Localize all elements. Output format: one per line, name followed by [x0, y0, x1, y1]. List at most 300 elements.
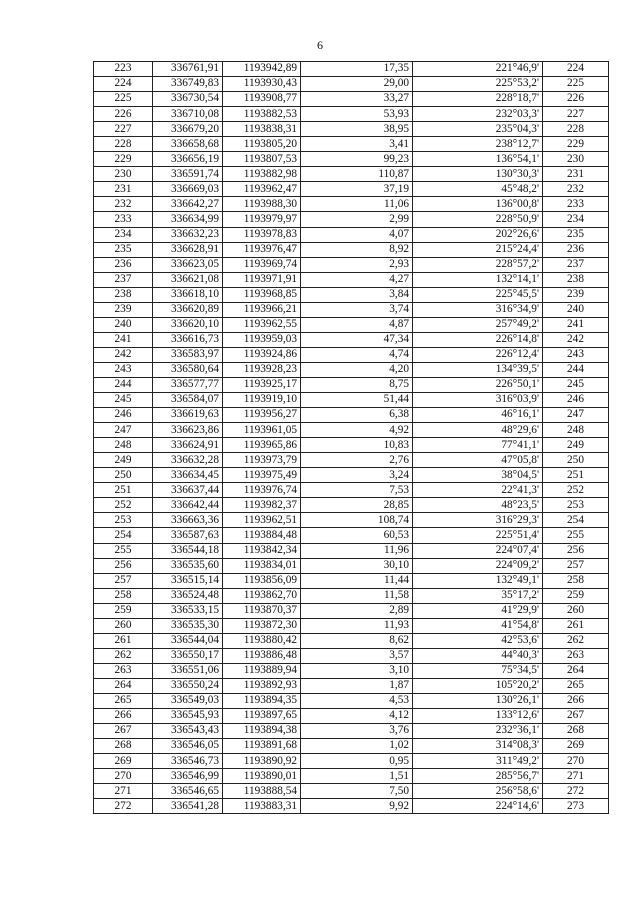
next-point-number-cell: 238 [543, 272, 609, 287]
next-point-number-cell: 242 [543, 332, 609, 347]
x-coordinate-cell: 336619,63 [153, 408, 223, 423]
bearing-cell: 226°12,4' [413, 347, 543, 362]
table-row [94, 543, 609, 558]
y-coordinate-cell: 1193870,37 [223, 603, 301, 618]
y-coordinate-cell: 1193968,85 [223, 287, 301, 302]
distance-cell: 11,93 [301, 618, 413, 633]
table-row [94, 693, 609, 708]
y-coordinate-cell: 1193897,65 [223, 709, 301, 724]
y-coordinate-cell: 1193888,54 [223, 784, 301, 799]
y-coordinate-cell: 1193886,48 [223, 648, 301, 663]
distance-cell: 37,19 [301, 182, 413, 197]
next-point-number-cell: 249 [543, 438, 609, 453]
x-coordinate-cell: 336624,91 [153, 438, 223, 453]
bearing-cell: 225°45,5' [413, 287, 543, 302]
y-coordinate-cell: 1193842,34 [223, 543, 301, 558]
point-number-cell: 223 [94, 62, 153, 77]
next-point-number-cell: 239 [543, 287, 609, 302]
table-row [94, 62, 609, 77]
distance-cell: 2,76 [301, 453, 413, 468]
x-coordinate-cell: 336642,44 [153, 498, 223, 513]
next-point-number-cell: 254 [543, 513, 609, 528]
table-row [94, 167, 609, 182]
x-coordinate-cell: 336546,05 [153, 739, 223, 754]
next-point-number-cell: 266 [543, 693, 609, 708]
distance-cell: 1,02 [301, 739, 413, 754]
y-coordinate-cell: 1193889,94 [223, 663, 301, 678]
y-coordinate-cell: 1193965,86 [223, 438, 301, 453]
distance-cell: 7,50 [301, 784, 413, 799]
bearing-cell: 228°57,2' [413, 257, 543, 272]
y-coordinate-cell: 1193872,30 [223, 618, 301, 633]
table-row [94, 227, 609, 242]
y-coordinate-cell: 1193890,01 [223, 769, 301, 784]
point-number-cell: 230 [94, 167, 153, 182]
next-point-number-cell: 231 [543, 167, 609, 182]
table-row [94, 377, 609, 392]
x-coordinate-cell: 336656,19 [153, 152, 223, 167]
next-point-number-cell: 235 [543, 227, 609, 242]
distance-cell: 11,58 [301, 588, 413, 603]
bearing-cell: 77°41,1' [413, 438, 543, 453]
point-number-cell: 252 [94, 498, 153, 513]
table-row [94, 588, 609, 603]
bearing-cell: 130°26,1' [413, 693, 543, 708]
distance-cell: 4,27 [301, 272, 413, 287]
x-coordinate-cell: 336545,93 [153, 709, 223, 724]
point-number-cell: 264 [94, 678, 153, 693]
bearing-cell: 75°34,5' [413, 663, 543, 678]
next-point-number-cell: 251 [543, 468, 609, 483]
point-number-cell: 261 [94, 633, 153, 648]
distance-cell: 9,92 [301, 799, 413, 814]
distance-cell: 10,83 [301, 438, 413, 453]
table-row [94, 408, 609, 423]
bearing-cell: 202°26,6' [413, 227, 543, 242]
x-coordinate-cell: 336634,99 [153, 212, 223, 227]
bearing-cell: 45°48,2' [413, 182, 543, 197]
next-point-number-cell: 228 [543, 122, 609, 137]
bearing-cell: 225°51,4' [413, 528, 543, 543]
next-point-number-cell: 264 [543, 663, 609, 678]
point-number-cell: 265 [94, 693, 153, 708]
table-row [94, 302, 609, 317]
y-coordinate-cell: 1193807,53 [223, 152, 301, 167]
point-number-cell: 228 [94, 137, 153, 152]
y-coordinate-cell: 1193961,05 [223, 423, 301, 438]
distance-cell: 11,44 [301, 573, 413, 588]
y-coordinate-cell: 1193883,31 [223, 799, 301, 814]
next-point-number-cell: 257 [543, 558, 609, 573]
distance-cell: 110,87 [301, 167, 413, 182]
point-number-cell: 240 [94, 317, 153, 332]
x-coordinate-cell: 336623,05 [153, 257, 223, 272]
y-coordinate-cell: 1193956,27 [223, 408, 301, 423]
point-number-cell: 232 [94, 197, 153, 212]
bearing-cell: 316°03,9' [413, 393, 543, 408]
point-number-cell: 234 [94, 227, 153, 242]
table-row [94, 528, 609, 543]
point-number-cell: 254 [94, 528, 153, 543]
x-coordinate-cell: 336620,89 [153, 302, 223, 317]
x-coordinate-cell: 336616,73 [153, 332, 223, 347]
table-row [94, 152, 609, 167]
bearing-cell: 256°58,6' [413, 784, 543, 799]
point-number-cell: 229 [94, 152, 153, 167]
point-number-cell: 256 [94, 558, 153, 573]
y-coordinate-cell: 1193890,92 [223, 754, 301, 769]
distance-cell: 2,93 [301, 257, 413, 272]
next-point-number-cell: 268 [543, 724, 609, 739]
y-coordinate-cell: 1193930,43 [223, 77, 301, 92]
next-point-number-cell: 225 [543, 77, 609, 92]
next-point-number-cell: 233 [543, 197, 609, 212]
y-coordinate-cell: 1193856,09 [223, 573, 301, 588]
next-point-number-cell: 250 [543, 453, 609, 468]
distance-cell: 4,12 [301, 709, 413, 724]
table-row [94, 107, 609, 122]
page-number: 6 [317, 38, 323, 52]
y-coordinate-cell: 1193975,49 [223, 468, 301, 483]
table-row [94, 347, 609, 362]
x-coordinate-cell: 336632,23 [153, 227, 223, 242]
distance-cell: 3,84 [301, 287, 413, 302]
x-coordinate-cell: 336620,10 [153, 317, 223, 332]
distance-cell: 99,23 [301, 152, 413, 167]
distance-cell: 4,92 [301, 423, 413, 438]
y-coordinate-cell: 1193894,35 [223, 693, 301, 708]
bearing-cell: 226°50,1' [413, 377, 543, 392]
x-coordinate-cell: 336550,24 [153, 678, 223, 693]
y-coordinate-cell: 1193962,47 [223, 182, 301, 197]
next-point-number-cell: 271 [543, 769, 609, 784]
next-point-number-cell: 265 [543, 678, 609, 693]
x-coordinate-cell: 336541,28 [153, 799, 223, 814]
x-coordinate-cell: 336546,99 [153, 769, 223, 784]
x-coordinate-cell: 336546,73 [153, 754, 223, 769]
next-point-number-cell: 234 [543, 212, 609, 227]
point-number-cell: 245 [94, 393, 153, 408]
bearing-cell: 46°16,1' [413, 408, 543, 423]
point-number-cell: 244 [94, 377, 153, 392]
next-point-number-cell: 232 [543, 182, 609, 197]
point-number-cell: 243 [94, 362, 153, 377]
x-coordinate-cell: 336663,36 [153, 513, 223, 528]
distance-cell: 0,95 [301, 754, 413, 769]
point-number-cell: 227 [94, 122, 153, 137]
point-number-cell: 237 [94, 272, 153, 287]
next-point-number-cell: 245 [543, 377, 609, 392]
distance-cell: 8,62 [301, 633, 413, 648]
point-number-cell: 224 [94, 77, 153, 92]
point-number-cell: 257 [94, 573, 153, 588]
x-coordinate-cell: 336634,45 [153, 468, 223, 483]
table-row [94, 287, 609, 302]
y-coordinate-cell: 1193880,42 [223, 633, 301, 648]
bearing-cell: 48°29,6' [413, 423, 543, 438]
table-row [94, 633, 609, 648]
distance-cell: 60,53 [301, 528, 413, 543]
table-row [94, 332, 609, 347]
bearing-cell: 35°17,2' [413, 588, 543, 603]
table-row [94, 182, 609, 197]
distance-cell: 30,10 [301, 558, 413, 573]
next-point-number-cell: 267 [543, 709, 609, 724]
distance-cell: 38,95 [301, 122, 413, 137]
y-coordinate-cell: 1193962,55 [223, 317, 301, 332]
y-coordinate-cell: 1193971,91 [223, 272, 301, 287]
x-coordinate-cell: 336591,74 [153, 167, 223, 182]
table-row [94, 618, 609, 633]
x-coordinate-cell: 336535,60 [153, 558, 223, 573]
next-point-number-cell: 260 [543, 603, 609, 618]
y-coordinate-cell: 1193962,51 [223, 513, 301, 528]
next-point-number-cell: 258 [543, 573, 609, 588]
table-row [94, 362, 609, 377]
next-point-number-cell: 262 [543, 633, 609, 648]
bearing-cell: 232°36,1' [413, 724, 543, 739]
x-coordinate-cell: 336546,65 [153, 784, 223, 799]
x-coordinate-cell: 336730,54 [153, 92, 223, 107]
point-number-cell: 246 [94, 408, 153, 423]
distance-cell: 3,74 [301, 302, 413, 317]
y-coordinate-cell: 1193892,93 [223, 678, 301, 693]
table-row [94, 453, 609, 468]
table-row [94, 709, 609, 724]
next-point-number-cell: 247 [543, 408, 609, 423]
next-point-number-cell: 237 [543, 257, 609, 272]
table-row [94, 663, 609, 678]
bearing-cell: 41°29,9' [413, 603, 543, 618]
next-point-number-cell: 224 [543, 62, 609, 77]
bearing-cell: 257°49,2' [413, 317, 543, 332]
next-point-number-cell: 236 [543, 242, 609, 257]
y-coordinate-cell: 1193805,20 [223, 137, 301, 152]
distance-cell: 3,41 [301, 137, 413, 152]
table-row [94, 513, 609, 528]
bearing-cell: 47°05,8' [413, 453, 543, 468]
bearing-cell: 22°41,3' [413, 483, 543, 498]
x-coordinate-cell: 336749,83 [153, 77, 223, 92]
next-point-number-cell: 244 [543, 362, 609, 377]
distance-cell: 4,07 [301, 227, 413, 242]
next-point-number-cell: 255 [543, 528, 609, 543]
point-number-cell: 239 [94, 302, 153, 317]
bearing-cell: 228°50,9' [413, 212, 543, 227]
table-row [94, 257, 609, 272]
table-row [94, 77, 609, 92]
y-coordinate-cell: 1193882,53 [223, 107, 301, 122]
y-coordinate-cell: 1193882,98 [223, 167, 301, 182]
distance-cell: 6,38 [301, 408, 413, 423]
point-number-cell: 249 [94, 453, 153, 468]
next-point-number-cell: 248 [543, 423, 609, 438]
point-number-cell: 247 [94, 423, 153, 438]
y-coordinate-cell: 1193919,10 [223, 393, 301, 408]
next-point-number-cell: 227 [543, 107, 609, 122]
next-point-number-cell: 259 [543, 588, 609, 603]
x-coordinate-cell: 336515,14 [153, 573, 223, 588]
table-row [94, 468, 609, 483]
bearing-cell: 132°14,1' [413, 272, 543, 287]
distance-cell: 33,27 [301, 92, 413, 107]
bearing-cell: 41°54,8' [413, 618, 543, 633]
x-coordinate-cell: 336550,17 [153, 648, 223, 663]
x-coordinate-cell: 336544,18 [153, 543, 223, 558]
bearing-cell: 48°23,5' [413, 498, 543, 513]
y-coordinate-cell: 1193928,23 [223, 362, 301, 377]
point-number-cell: 248 [94, 438, 153, 453]
bearing-cell: 133°12,6' [413, 709, 543, 724]
table-row [94, 603, 609, 618]
table-row [94, 558, 609, 573]
next-point-number-cell: 230 [543, 152, 609, 167]
distance-cell: 108,74 [301, 513, 413, 528]
bearing-cell: 136°54,1' [413, 152, 543, 167]
x-coordinate-cell: 336580,64 [153, 362, 223, 377]
point-number-cell: 253 [94, 513, 153, 528]
table-row [94, 483, 609, 498]
next-point-number-cell: 252 [543, 483, 609, 498]
next-point-number-cell: 273 [543, 799, 609, 814]
y-coordinate-cell: 1193969,74 [223, 257, 301, 272]
bearing-cell: 44°40,3' [413, 648, 543, 663]
y-coordinate-cell: 1193988,30 [223, 197, 301, 212]
x-coordinate-cell: 336642,27 [153, 197, 223, 212]
table-row [94, 648, 609, 663]
y-coordinate-cell: 1193976,47 [223, 242, 301, 257]
point-number-cell: 233 [94, 212, 153, 227]
table-row [94, 197, 609, 212]
y-coordinate-cell: 1193924,86 [223, 347, 301, 362]
x-coordinate-cell: 336628,91 [153, 242, 223, 257]
table-row [94, 784, 609, 799]
table-row [94, 739, 609, 754]
bearing-cell: 238°12,7' [413, 137, 543, 152]
table-row [94, 799, 609, 814]
table-row [94, 92, 609, 107]
point-number-cell: 262 [94, 648, 153, 663]
x-coordinate-cell: 336584,07 [153, 393, 223, 408]
y-coordinate-cell: 1193925,17 [223, 377, 301, 392]
y-coordinate-cell: 1193959,03 [223, 332, 301, 347]
x-coordinate-cell: 336524,48 [153, 588, 223, 603]
distance-cell: 53,93 [301, 107, 413, 122]
table-row [94, 393, 609, 408]
point-number-cell: 258 [94, 588, 153, 603]
next-point-number-cell: 240 [543, 302, 609, 317]
bearing-cell: 316°29,3' [413, 513, 543, 528]
point-number-cell: 251 [94, 483, 153, 498]
distance-cell: 3,24 [301, 468, 413, 483]
distance-cell: 2,89 [301, 603, 413, 618]
table-row [94, 137, 609, 152]
distance-cell: 11,06 [301, 197, 413, 212]
x-coordinate-cell: 336621,08 [153, 272, 223, 287]
y-coordinate-cell: 1193979,97 [223, 212, 301, 227]
point-number-cell: 226 [94, 107, 153, 122]
point-number-cell: 231 [94, 182, 153, 197]
x-coordinate-cell: 336587,63 [153, 528, 223, 543]
next-point-number-cell: 263 [543, 648, 609, 663]
next-point-number-cell: 261 [543, 618, 609, 633]
y-coordinate-cell: 1193891,68 [223, 739, 301, 754]
point-number-cell: 242 [94, 347, 153, 362]
distance-cell: 3,57 [301, 648, 413, 663]
table-row [94, 317, 609, 332]
next-point-number-cell: 269 [543, 739, 609, 754]
y-coordinate-cell: 1193976,74 [223, 483, 301, 498]
bearing-cell: 42°53,6' [413, 633, 543, 648]
distance-cell: 1,51 [301, 769, 413, 784]
bearing-cell: 224°14,6' [413, 799, 543, 814]
bearing-cell: 224°09,2' [413, 558, 543, 573]
table-row [94, 122, 609, 137]
bearing-cell: 134°39,5' [413, 362, 543, 377]
distance-cell: 4,87 [301, 317, 413, 332]
coordinates-table [93, 61, 609, 814]
x-coordinate-cell: 336669,03 [153, 182, 223, 197]
next-point-number-cell: 241 [543, 317, 609, 332]
bearing-cell: 38°04,5' [413, 468, 543, 483]
point-number-cell: 269 [94, 754, 153, 769]
table-row [94, 438, 609, 453]
point-number-cell: 235 [94, 242, 153, 257]
distance-cell: 29,00 [301, 77, 413, 92]
bearing-cell: 228°18,7' [413, 92, 543, 107]
distance-cell: 2,99 [301, 212, 413, 227]
bearing-cell: 105°20,2' [413, 678, 543, 693]
point-number-cell: 263 [94, 663, 153, 678]
x-coordinate-cell: 336637,44 [153, 483, 223, 498]
y-coordinate-cell: 1193862,70 [223, 588, 301, 603]
distance-cell: 4,74 [301, 347, 413, 362]
x-coordinate-cell: 336710,08 [153, 107, 223, 122]
y-coordinate-cell: 1193978,83 [223, 227, 301, 242]
table-row [94, 754, 609, 769]
x-coordinate-cell: 336549,03 [153, 693, 223, 708]
y-coordinate-cell: 1193838,31 [223, 122, 301, 137]
point-number-cell: 255 [94, 543, 153, 558]
distance-cell: 1,87 [301, 678, 413, 693]
point-number-cell: 268 [94, 739, 153, 754]
point-number-cell: 271 [94, 784, 153, 799]
point-number-cell: 270 [94, 769, 153, 784]
distance-cell: 8,92 [301, 242, 413, 257]
distance-cell: 3,10 [301, 663, 413, 678]
bearing-cell: 221°46,9' [413, 62, 543, 77]
point-number-cell: 236 [94, 257, 153, 272]
point-number-cell: 250 [94, 468, 153, 483]
distance-cell: 8,75 [301, 377, 413, 392]
bearing-cell: 285°56,7' [413, 769, 543, 784]
x-coordinate-cell: 336543,43 [153, 724, 223, 739]
distance-cell: 3,76 [301, 724, 413, 739]
distance-cell: 11,96 [301, 543, 413, 558]
bearing-cell: 235°04,3' [413, 122, 543, 137]
next-point-number-cell: 270 [543, 754, 609, 769]
x-coordinate-cell: 336658,68 [153, 137, 223, 152]
x-coordinate-cell: 336544,04 [153, 633, 223, 648]
distance-cell: 17,35 [301, 62, 413, 77]
table-row [94, 573, 609, 588]
bearing-cell: 314°08,3' [413, 739, 543, 754]
table-row [94, 769, 609, 784]
next-point-number-cell: 253 [543, 498, 609, 513]
point-number-cell: 260 [94, 618, 153, 633]
x-coordinate-cell: 336533,15 [153, 603, 223, 618]
table-row [94, 242, 609, 257]
